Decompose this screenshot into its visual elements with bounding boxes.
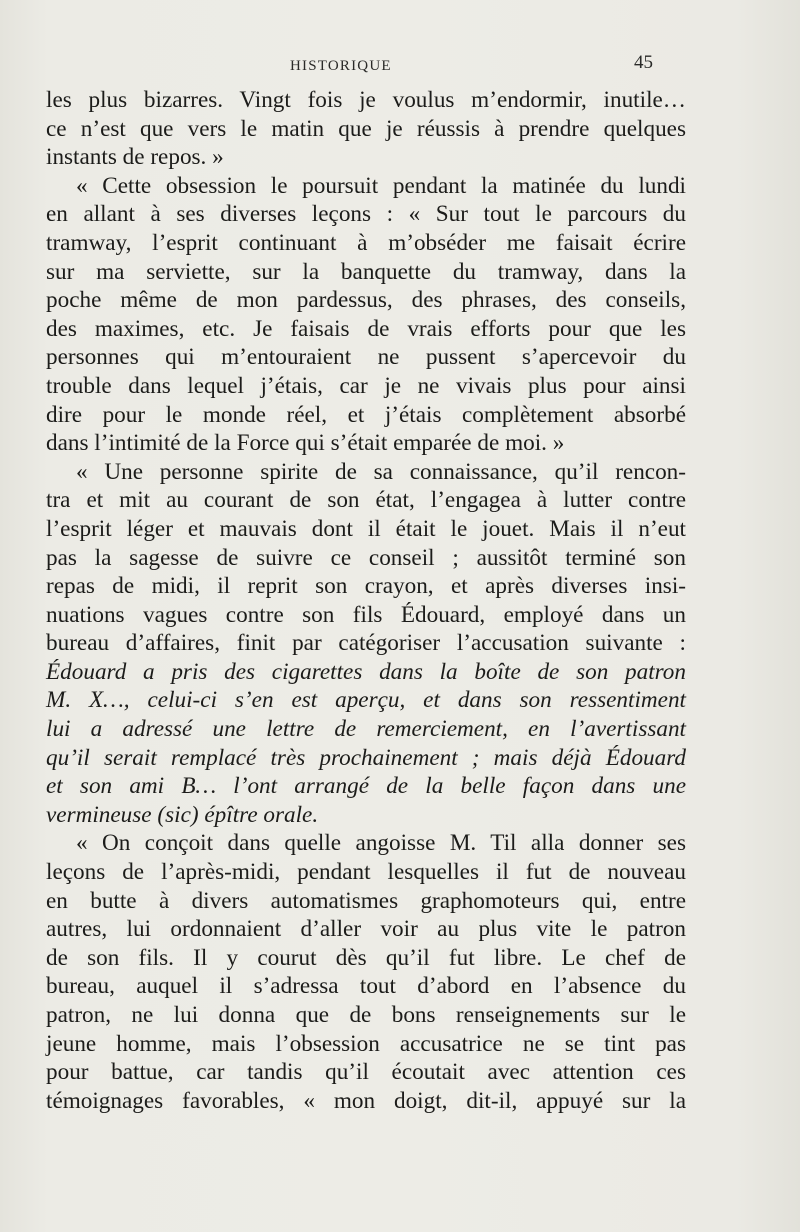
page-number: 45	[634, 52, 653, 73]
text-line-italic: vermineuse (sic) épître orale.	[46, 801, 319, 828]
text-line: « On conçoit dans quelle angoisse M. Til alla donner ses	[76, 830, 686, 857]
text-line: bureau d’affaires, finit par catégoriser l’accusation suivante :	[46, 630, 686, 657]
text-line: personnes qui m’entouraient ne pussent s’apercevoir du	[46, 344, 686, 371]
text-line: « Une personne spirite de sa connaissance, qu’il rencon-	[76, 458, 686, 485]
text-line: sur ma serviette, sur la banquette du tramway, dans la	[46, 258, 686, 285]
text-line: en allant à ses diverses leçons : « Sur tout le parcours du	[46, 201, 686, 228]
text-line-italic: qu’il serait remplacé très prochainement ; mais déjà Édouard	[46, 744, 686, 771]
text-line: dire pour le monde réel, et j’étais complètement absorbé	[46, 401, 686, 428]
text-line: jeune homme, mais l’obsession accusatrice ne se tint pas	[46, 1030, 686, 1057]
text-line: pour battue, car tandis qu’il écoutait avec attention ces	[46, 1059, 686, 1086]
text-line: des maximes, etc. Je faisais de vrais efforts pour que les	[46, 315, 686, 342]
text-line: l’esprit léger et mauvais dont il était le jouet. Mais il n’eut	[46, 515, 686, 542]
running-title: HISTORIQUE	[290, 58, 392, 74]
text-line: instants de repos. »	[46, 144, 224, 171]
text-line: « Cette obsession le poursuit pendant la matinée du lundi	[76, 172, 686, 199]
text-line: bureau, auquel il s’adressa tout d’abord en l’absence du	[46, 973, 686, 1000]
body-text	[46, 86, 686, 1115]
text-line: patron, ne lui donna que de bons renseignements sur le	[46, 1002, 686, 1028]
text-line: tra et mit au courant de son état, l’engagea à lutter contre	[46, 487, 686, 514]
text-line: pas la sagesse de suivre ce conseil ; aussitôt terminé son	[46, 544, 686, 571]
text-line: leçons de l’après-midi, pendant lesquelles il fut de nouveau	[46, 859, 686, 886]
text-line: en butte à divers automatismes graphomoteurs qui, entre	[46, 887, 686, 914]
text-line: trouble dans lequel j’étais, car je ne vivais plus pour ainsi	[46, 372, 686, 399]
text-line-italic: M. X…, celui-ci s’en est aperçu, et dans son ressentiment	[46, 687, 686, 714]
text-line-italic: et son ami B… l’ont arrangé de la belle façon dans une	[46, 773, 686, 800]
text-line-italic: lui a adressé une lettre de remerciement, en l’avertissant	[46, 716, 686, 743]
text-line: ce n’est que vers le matin que je réussis à prendre quelques	[46, 115, 686, 142]
text-line: de son fils. Il y courut dès qu’il fut libre. Le chef de	[46, 944, 686, 971]
text-line: tramway, l’esprit continuant à m’obséder me faisait écrire	[46, 229, 686, 256]
text-line: poche même de mon pardessus, des phrases, des conseils,	[46, 287, 686, 314]
text-line: dans l’intimité de la Force qui s’était emparée de moi. »	[46, 430, 565, 457]
text-line: autres, lui ordonnaient d’aller voir au plus vite le patron	[46, 916, 686, 943]
text-line: les plus bizarres. Vingt fois je voulus m’endormir, inutile…	[46, 87, 686, 113]
text-line: repas de midi, il reprit son crayon, et après diverses insi-	[46, 573, 686, 600]
text-line: nuations vagues contre son fils Édouard, employé dans un	[46, 601, 686, 628]
text-line-italic: Édouard a pris des cigarettes dans la boîte de son patron	[46, 658, 686, 685]
running-head	[0, 52, 800, 80]
text-line: témoignages favorables, « mon doigt, dit-il, appuyé sur la	[46, 1087, 686, 1114]
